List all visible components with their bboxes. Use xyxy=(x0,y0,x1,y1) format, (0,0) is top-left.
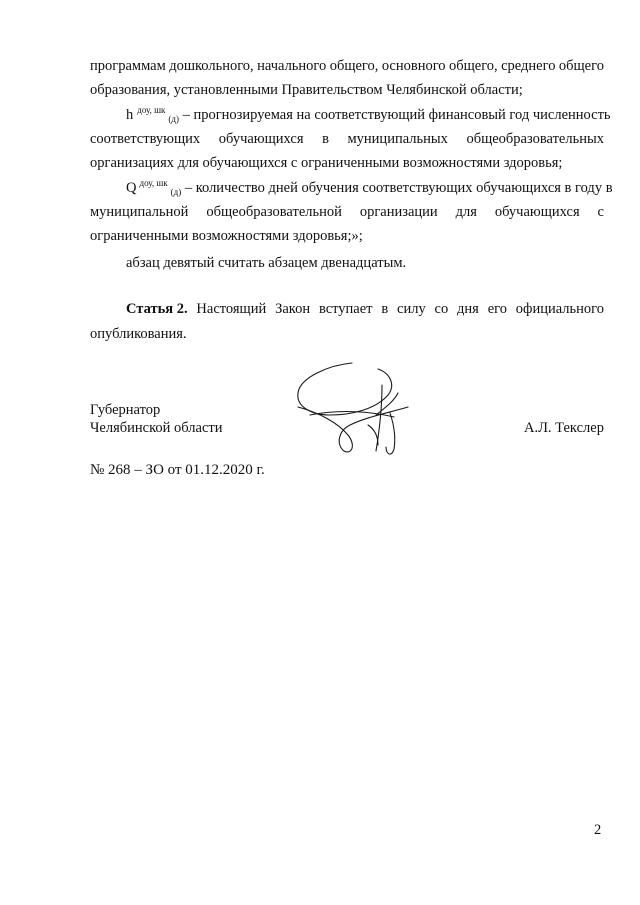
signatory-name: А.Л. Текслер xyxy=(524,420,604,436)
word: силу xyxy=(397,301,426,317)
word: для xyxy=(455,204,477,220)
word: с xyxy=(597,204,604,220)
formula-variable: h xyxy=(126,107,134,123)
signatory-title-line-1: Губернатор xyxy=(90,402,161,418)
paragraph-4: абзац девятый считать абзацем двенадцатым. xyxy=(126,255,407,271)
formula-subscript: (д) xyxy=(168,114,179,124)
page-number: 2 xyxy=(594,822,602,838)
paragraph-3-line-3: ограниченными возможностями здоровья;»; xyxy=(90,228,363,244)
law-number: № 268 – ЗО от 01.12.2020 г. xyxy=(90,462,265,478)
paragraph-2-line-3: организациях для обучающихся с ограниченными возможностями здоровья; xyxy=(90,155,563,171)
paragraph-3-line-1 xyxy=(126,178,613,199)
word: вступает xyxy=(318,301,373,317)
paragraph-1-line-1 xyxy=(90,56,604,76)
paragraph-3-line-2 xyxy=(90,202,604,222)
word: муниципальной xyxy=(90,204,189,220)
word: Закон xyxy=(275,301,311,317)
word: организации xyxy=(359,204,438,220)
paragraph-1-line-2: образования, установленными Правительством Челябинской области; xyxy=(90,82,523,98)
word: муниципальных xyxy=(347,131,448,147)
word: программам xyxy=(90,58,166,74)
word: среднего xyxy=(501,58,556,74)
word: дня xyxy=(457,301,479,317)
handwritten-signature xyxy=(290,355,415,465)
paragraph-text: – прогнозируемая на соответствующий финансовый год численность xyxy=(182,107,611,123)
word: начального xyxy=(257,58,327,74)
word: в xyxy=(381,301,389,317)
word: общего xyxy=(558,58,604,74)
article-2-line-2: опубликования. xyxy=(90,326,187,342)
paragraph-2-line-1 xyxy=(126,105,611,126)
formula-superscript: доу, шк xyxy=(139,178,168,188)
word: дошкольного, xyxy=(169,58,254,74)
word: общего, xyxy=(329,58,379,74)
word: соответствующих xyxy=(90,131,201,147)
word: Настоящий xyxy=(196,301,267,317)
paragraph-text: – количество дней обучения соответствующих обучающихся в году в xyxy=(184,180,613,196)
article-2-line-1 xyxy=(126,299,604,319)
formula-subscript: (д) xyxy=(170,187,182,197)
word: обучающихся xyxy=(494,204,580,220)
word: общего, xyxy=(448,58,498,74)
word: официального xyxy=(515,301,604,317)
word: обучающихся xyxy=(218,131,304,147)
formula-superscript: доу, шк xyxy=(137,105,166,115)
word: его xyxy=(487,301,507,317)
signatory-title-line-2: Челябинской области xyxy=(90,420,223,436)
word: основного xyxy=(381,58,446,74)
article-label: Статья 2. xyxy=(126,301,188,317)
word: в xyxy=(322,131,329,147)
paragraph-2-line-2 xyxy=(90,129,604,149)
word: общеобразовательных xyxy=(466,131,604,147)
word: общеобразовательной xyxy=(206,204,342,220)
word: со xyxy=(434,301,449,317)
formula-variable: Q xyxy=(126,180,137,196)
